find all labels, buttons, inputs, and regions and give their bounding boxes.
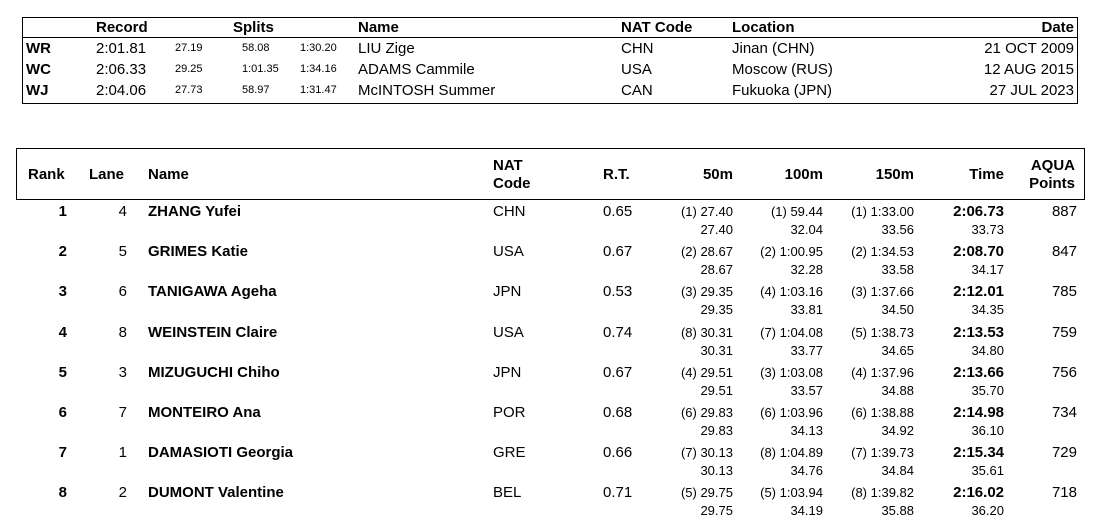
result-rank: 2 [58, 243, 67, 261]
result-rt: 0.66 [603, 444, 633, 462]
record-location: Fukuoka (JPN) [732, 82, 833, 99]
result-time: 2:13.53 [953, 323, 1004, 341]
result-ltime: 36.10 [971, 423, 1004, 438]
record-name: McINTOSH Summer [358, 82, 496, 99]
result-name: DAMASIOTI Georgia [148, 444, 294, 462]
result-l150: 34.88 [881, 382, 914, 398]
result-nat: JPN [493, 283, 522, 301]
results-header-bottom-border [16, 199, 1085, 200]
result-ltime: 34.17 [971, 262, 1004, 278]
result-ltime: 33.73 [971, 222, 1004, 237]
result-nat: USA [493, 243, 524, 261]
result-l150: 33.56 [881, 222, 914, 237]
result-l50: 29.83 [700, 423, 733, 438]
result-points: 756 [1051, 363, 1077, 381]
records-top-border [22, 17, 1078, 18]
result-lane: 7 [118, 404, 127, 421]
result-s50: (3) 29.35 [680, 284, 733, 300]
results-header-rank: Rank [28, 166, 65, 183]
result-s150: (8) 1:39.82 [851, 485, 914, 501]
result-l100: 34.76 [790, 463, 823, 479]
record-type: WR [26, 40, 51, 57]
result-points: 729 [1051, 444, 1077, 462]
records-header-splits: Splits [233, 19, 274, 36]
result-l100: 34.19 [790, 503, 823, 519]
result-lane: 5 [118, 243, 127, 261]
results-table [16, 148, 1085, 528]
records-header-border [22, 37, 1078, 38]
result-s50: (4) 29.51 [680, 364, 733, 380]
result-s100: (8) 1:04.89 [760, 445, 823, 461]
results-header-rt: R.T. [603, 166, 630, 183]
result-l100: 32.04 [790, 222, 823, 237]
record-name: ADAMS Cammile [358, 61, 475, 78]
record-date: 27 JUL 2023 [989, 82, 1074, 99]
result-s150: (3) 1:37.66 [851, 284, 914, 300]
result-l150: 34.50 [881, 302, 914, 318]
result-time: 2:06.73 [953, 203, 1004, 220]
result-s100: (1) 59.44 [770, 204, 823, 219]
result-ltime: 34.80 [971, 342, 1004, 358]
records-right-border [1077, 17, 1078, 104]
result-nat: JPN [493, 363, 522, 381]
result-time: 2:13.66 [953, 363, 1004, 381]
record-time: 2:06.33 [96, 61, 147, 78]
result-time: 2:16.02 [953, 484, 1004, 502]
record-type: WC [26, 61, 51, 78]
result-rt: 0.68 [603, 404, 633, 421]
result-rt: 0.53 [603, 283, 633, 301]
result-nat: CHN [493, 203, 526, 220]
result-points: 847 [1051, 243, 1077, 261]
result-l150: 35.88 [881, 503, 914, 519]
result-nat: GRE [493, 444, 526, 462]
result-name: GRIMES Katie [148, 243, 249, 261]
records-header-record: Record [96, 19, 148, 36]
record-location: Moscow (RUS) [732, 61, 833, 78]
result-l150: 33.58 [881, 262, 914, 278]
result-name: MIZUGUCHI Chiho [148, 363, 280, 381]
results-header-50m: 50m [702, 166, 733, 183]
result-ltime: 35.61 [971, 463, 1004, 479]
record-s3: 1:31.47 [300, 84, 337, 96]
result-l150: 34.84 [881, 463, 914, 479]
record-s1: 29.25 [175, 63, 203, 75]
record-date: 21 OCT 2009 [984, 40, 1074, 57]
result-lane: 1 [118, 444, 127, 462]
record-time: 2:01.81 [96, 40, 147, 57]
result-rt: 0.71 [603, 484, 633, 502]
result-l150: 34.92 [881, 423, 914, 438]
result-s100: (5) 1:03.94 [760, 485, 823, 501]
result-lane: 8 [118, 323, 127, 341]
record-date: 12 AUG 2015 [983, 61, 1074, 78]
results-header-lane: Lane [89, 166, 125, 183]
result-l100: 32.28 [790, 262, 823, 278]
result-time: 2:08.70 [953, 243, 1004, 261]
result-ltime: 34.35 [971, 302, 1004, 318]
result-nat: BEL [493, 484, 522, 502]
result-s150: (1) 1:33.00 [851, 204, 914, 219]
result-l100: 34.13 [790, 423, 823, 438]
result-rt: 0.67 [603, 243, 633, 261]
result-time: 2:12.01 [953, 283, 1004, 301]
result-points: 759 [1051, 323, 1077, 341]
result-l50: 30.31 [700, 342, 733, 358]
result-name: TANIGAWA Ageha [148, 283, 277, 301]
result-l50: 30.13 [700, 463, 733, 479]
record-s3: 1:34.16 [300, 63, 337, 75]
records-header-location: Location [732, 19, 795, 36]
result-s100: (6) 1:03.96 [760, 405, 823, 420]
result-s50: (7) 30.13 [680, 445, 733, 461]
records-left-border [22, 17, 23, 104]
records-table [22, 17, 1078, 103]
results-header-aqua: AQUA [1030, 157, 1075, 174]
result-nat: POR [493, 404, 526, 421]
result-rt: 0.65 [603, 203, 633, 220]
result-name: MONTEIRO Ana [148, 404, 261, 421]
result-l50: 29.51 [700, 382, 733, 398]
result-ltime: 35.70 [971, 382, 1004, 398]
record-s2: 58.08 [242, 42, 270, 54]
result-s50: (5) 29.75 [680, 485, 733, 501]
record-s2: 58.97 [242, 84, 270, 96]
records-bottom-border [22, 103, 1078, 104]
results-header-name: Name [148, 166, 189, 183]
record-nat: USA [621, 61, 652, 78]
record-s1: 27.19 [175, 42, 203, 54]
result-l100: 33.57 [790, 382, 823, 398]
result-s150: (6) 1:38.88 [851, 405, 914, 420]
result-rt: 0.74 [603, 323, 633, 341]
record-nat: CAN [621, 82, 653, 99]
result-points: 718 [1051, 484, 1077, 502]
result-time: 2:15.34 [953, 444, 1004, 462]
result-points: 785 [1051, 283, 1077, 301]
record-s2: 1:01.35 [242, 63, 279, 75]
record-nat: CHN [621, 40, 654, 57]
result-s150: (2) 1:34.53 [851, 244, 914, 260]
result-name: ZHANG Yufei [148, 203, 242, 220]
result-points: 734 [1051, 404, 1077, 421]
result-s150: (4) 1:37.96 [851, 364, 914, 380]
result-l50: 27.40 [700, 222, 733, 237]
results-header-nat: NAT [493, 157, 523, 174]
results-header-code: Code [493, 175, 531, 192]
result-rt: 0.67 [603, 363, 633, 381]
result-s100: (7) 1:04.08 [760, 324, 823, 340]
result-l100: 33.81 [790, 302, 823, 318]
record-name: LIU Zige [358, 40, 415, 57]
results-header-time: Time [969, 166, 1004, 183]
results-header-left-border [16, 148, 17, 200]
result-rank: 7 [58, 444, 67, 462]
result-rank: 6 [58, 404, 67, 421]
record-s3: 1:30.20 [300, 42, 337, 54]
result-l100: 33.77 [790, 342, 823, 358]
result-points: 887 [1051, 203, 1077, 220]
records-header-date: Date [1041, 19, 1074, 36]
result-rank: 1 [58, 203, 67, 220]
result-rank: 3 [58, 283, 67, 301]
result-ltime: 36.20 [971, 503, 1004, 519]
result-time: 2:14.98 [953, 404, 1004, 421]
result-l150: 34.65 [881, 342, 914, 358]
results-header-right-border [1084, 148, 1085, 200]
record-s1: 27.73 [175, 84, 203, 96]
result-s50: (8) 30.31 [680, 324, 733, 340]
result-s100: (3) 1:03.08 [760, 364, 823, 380]
result-l50: 29.35 [700, 302, 733, 318]
result-s50: (2) 28.67 [680, 244, 733, 260]
results-header-150m: 150m [875, 166, 914, 183]
result-s150: (5) 1:38.73 [851, 324, 914, 340]
result-s100: (4) 1:03.16 [760, 284, 823, 300]
results-header-points: Points [1029, 175, 1075, 192]
records-header-nat: NAT Code [621, 19, 693, 36]
result-s150: (7) 1:39.73 [851, 445, 914, 461]
result-nat: USA [493, 323, 524, 341]
result-lane: 6 [118, 283, 127, 301]
result-name: DUMONT Valentine [148, 484, 284, 502]
record-time: 2:04.06 [96, 82, 147, 99]
result-l50: 28.67 [700, 262, 733, 278]
result-rank: 4 [58, 323, 67, 341]
result-lane: 2 [118, 484, 127, 502]
records-header-name: Name [358, 19, 399, 36]
result-rank: 5 [58, 363, 67, 381]
record-location: Jinan (CHN) [732, 40, 815, 57]
result-s50: (6) 29.83 [680, 405, 733, 420]
result-s50: (1) 27.40 [680, 204, 733, 219]
result-name: WEINSTEIN Claire [148, 323, 278, 341]
result-l50: 29.75 [700, 503, 733, 519]
result-lane: 3 [118, 363, 127, 381]
result-rank: 8 [58, 484, 67, 502]
record-type: WJ [26, 82, 49, 99]
results-header-100m: 100m [784, 166, 823, 183]
result-s100: (2) 1:00.95 [760, 244, 823, 260]
results-header-top-border [16, 148, 1085, 149]
result-lane: 4 [118, 203, 127, 220]
